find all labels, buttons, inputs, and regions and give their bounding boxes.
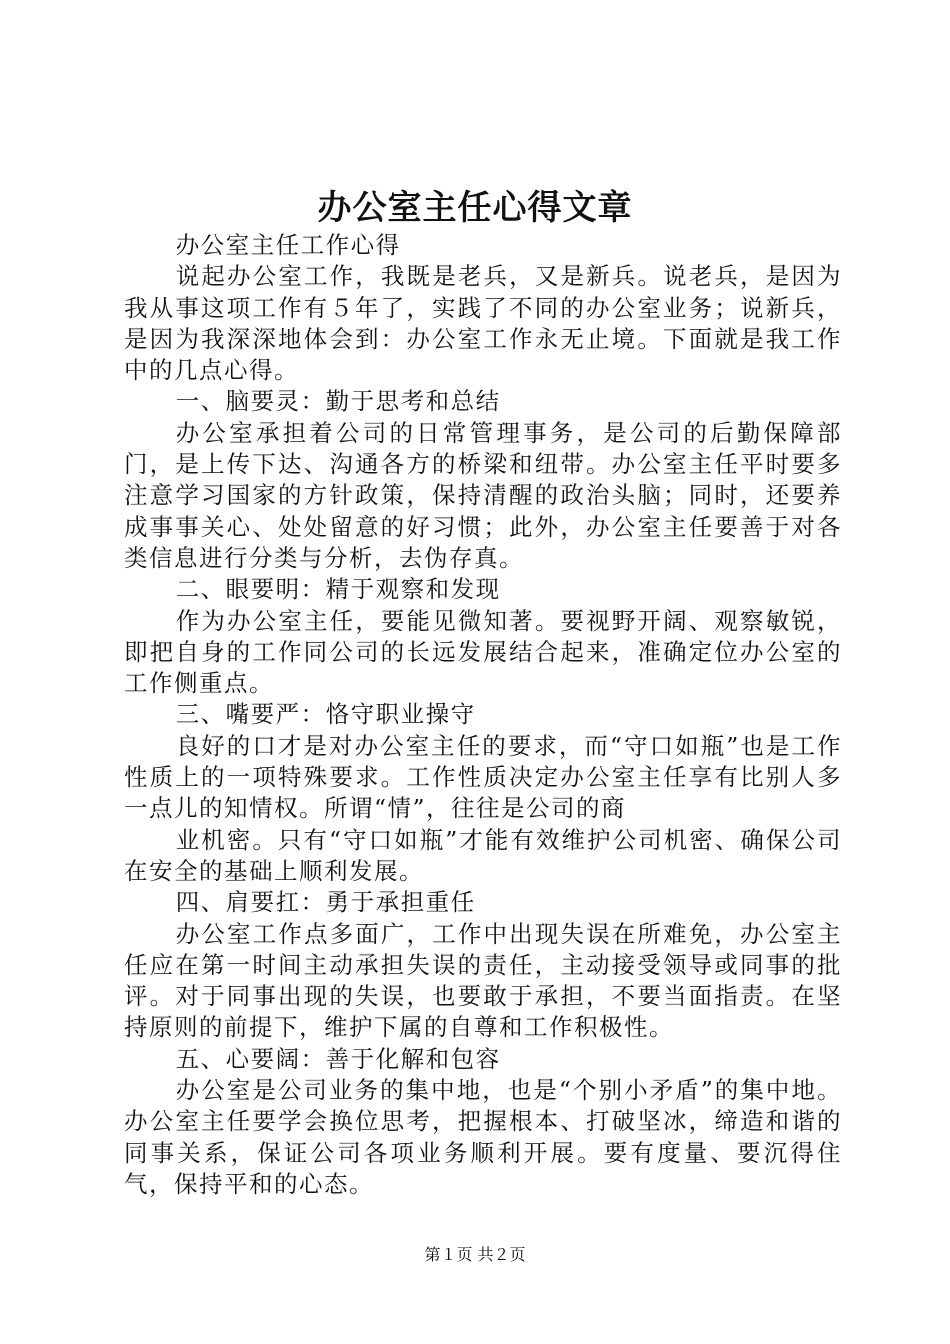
document-title: 办公室主任心得文章: [317, 188, 633, 228]
paragraph: 说起办公室工作，我既是老兵，又是新兵。说老兵，是因为我从事这项工作有５年了，实践了不同的办公室业务；说新兵，是因为我深深地体会到：办公室工作永无止境。下面就是我工作中的几点心得。: [124, 262, 842, 385]
paragraph: 办公室主任工作心得: [175, 231, 401, 259]
paragraph: 作为办公室主任，要能见微知著。要视野开阔、观察敏锐，即把自身的工作同公司的长远发展结合起来，准确定位办公室的工作侧重点。: [124, 606, 842, 698]
paragraph: 办公室是公司业务的集中地，也是“个别小矛盾”的集中地。办公室主任要学会换位思考，把握根本、打破坚冰，缔造和谐的同事关系，保证公司各项业务顺利开展。要有度量、要沉得住气，保持平和的心态。: [124, 1076, 842, 1198]
section-heading: 五、心要阔：善于化解和包容: [175, 1044, 501, 1073]
paragraph: 业机密。只有“守口如瓶”才能有效维护公司机密、确保公司在安全的基础上顺利发展。: [124, 825, 842, 885]
section-heading: 二、眼要明：精于观察和发现: [175, 575, 501, 604]
section-heading: 四、肩要扛：勇于承担重任: [175, 888, 476, 917]
page-number-footer: 第１页 共２页: [424, 1245, 526, 1264]
paragraph: 办公室承担着公司的日常管理事务，是公司的后勤保障部门，是上传下达、沟通各方的桥梁和纽带。办公室主任平时要多注意学习国家的方针政策，保持清醒的政治头脑；同时，还要养成事事关心、处处留意的好习惯；此外，办公室主任要善于对各类信息进行分类与分析，去伪存真。: [124, 418, 842, 572]
section-heading: 一、脑要灵：勤于思考和总结: [175, 387, 501, 416]
section-heading: 三、嘴要严：恪守职业操守: [175, 700, 476, 729]
document-body: [124, 230, 842, 1200]
paragraph: 办公室工作点多面广，工作中出现失误在所难免，办公室主任应在第一时间主动承担失误的责任，主动接受领导或同事的批评。对于同事出现的失误，也要敢于承担，不要当面指责。在坚持原则的前提下，维护下属的自尊和工作积极性。: [124, 919, 842, 1042]
paragraph: 良好的口才是对办公室主任的要求，而“守口如瓶”也是工作性质上的一项特殊要求。工作性质决定办公室主任享有比别人多一点儿的知情权。所谓“情”，往往是公司的商: [124, 731, 842, 823]
